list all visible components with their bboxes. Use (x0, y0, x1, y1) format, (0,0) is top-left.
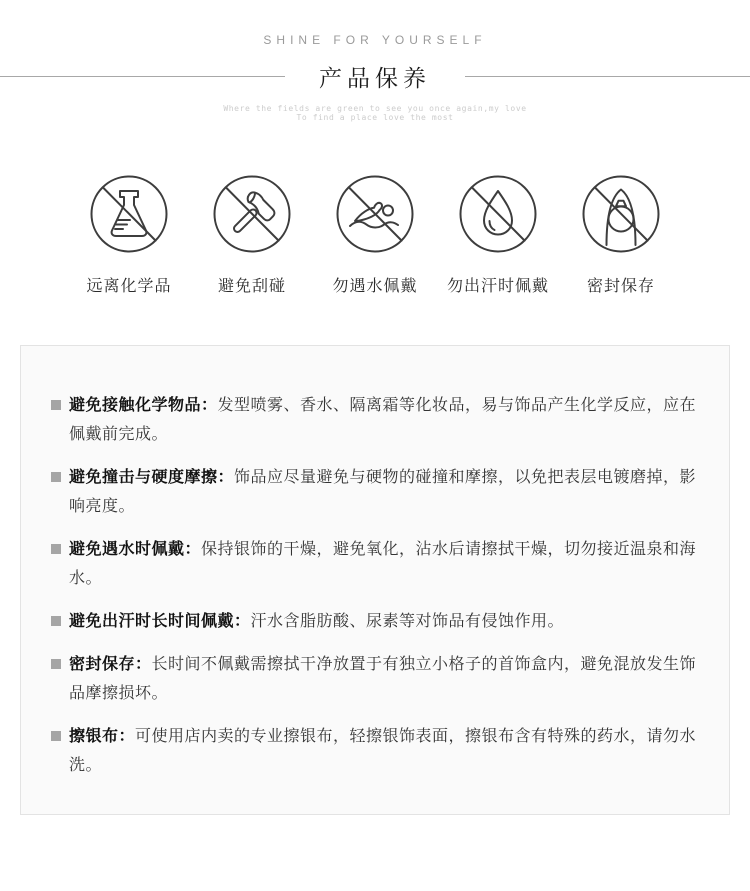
care-item-sealed-storage (51, 650, 703, 708)
square-bullet-icon (51, 731, 61, 741)
no-water-icon (335, 174, 415, 254)
icon-item-sealed-storage (560, 174, 683, 296)
icon-label: 勿遇水佩戴 (332, 278, 418, 295)
square-bullet-icon (51, 472, 61, 482)
icon-label: 远离化学品 (86, 278, 172, 295)
sealed-storage-icon (581, 174, 661, 254)
prohibition-icons-row (0, 174, 750, 296)
icon-item-no-chemicals (68, 174, 191, 296)
care-item-body: 汗水含脂肪酸、尿素等对饰品有侵蚀作用。 (250, 613, 565, 630)
care-item-title: 避免遇水时佩戴： (69, 541, 202, 558)
care-item-avoid-impact (51, 463, 703, 521)
care-item-body: 饰品应尽量避免与硬物的碰撞和摩擦，以免把表层电镀磨掉，影响亮度。 (69, 469, 697, 515)
care-item-body: 可使用店内卖的专业擦银布，轻擦银饰表面，擦银布含有特殊的药水，请勿水洗。 (69, 728, 697, 774)
title-divider-left (0, 76, 285, 77)
care-item-title: 避免接触化学物品： (69, 397, 218, 414)
care-item-avoid-chemicals (51, 391, 703, 449)
care-item-silver-cloth (51, 722, 703, 780)
icon-item-no-scrape (191, 174, 314, 296)
subtitle (0, 104, 750, 122)
no-scrape-icon (212, 174, 292, 254)
icon-item-no-water (314, 174, 437, 296)
icon-label: 勿出汗时佩戴 (446, 278, 549, 295)
subtitle-line-1: Where the fields are green to see you once again,my love (223, 104, 527, 113)
icon-label: 避免刮碰 (217, 278, 286, 295)
subtitle-line-2: To find a place love the most (296, 113, 454, 122)
icon-label: 密封保存 (586, 278, 655, 295)
title-row (0, 60, 750, 93)
care-instructions-box (20, 345, 730, 815)
care-item-avoid-sweat (51, 607, 703, 636)
page-title: 产品保养 (319, 65, 431, 91)
care-item-title: 避免出汗时长时间佩戴： (69, 613, 251, 630)
square-bullet-icon (51, 544, 61, 554)
icon-item-no-sweat (437, 174, 560, 296)
square-bullet-icon (51, 659, 61, 669)
brand-tagline: SHINE FOR YOURSELF (263, 33, 487, 47)
care-item-title: 密封保存： (69, 656, 152, 673)
care-item-title: 避免撞击与硬度摩擦： (69, 469, 235, 486)
square-bullet-icon (51, 616, 61, 626)
title-divider-right (465, 76, 750, 77)
care-item-body: 长时间不佩戴需擦拭干净放置于有独立小格子的首饰盒内，避免混放发生饰品摩擦损坏。 (69, 656, 697, 702)
no-sweat-icon (458, 174, 538, 254)
square-bullet-icon (51, 400, 61, 410)
care-item-body: 发型喷雾、香水、隔离霜等化妆品，易与饰品产生化学反应，应在佩戴前完成。 (69, 397, 697, 443)
care-item-title: 擦银布： (69, 728, 136, 745)
no-chemicals-icon (89, 174, 169, 254)
care-item-body: 保持银饰的干燥，避免氧化，沾水后请擦拭干燥，切勿接近温泉和海水。 (69, 541, 697, 587)
care-item-avoid-water (51, 535, 703, 593)
